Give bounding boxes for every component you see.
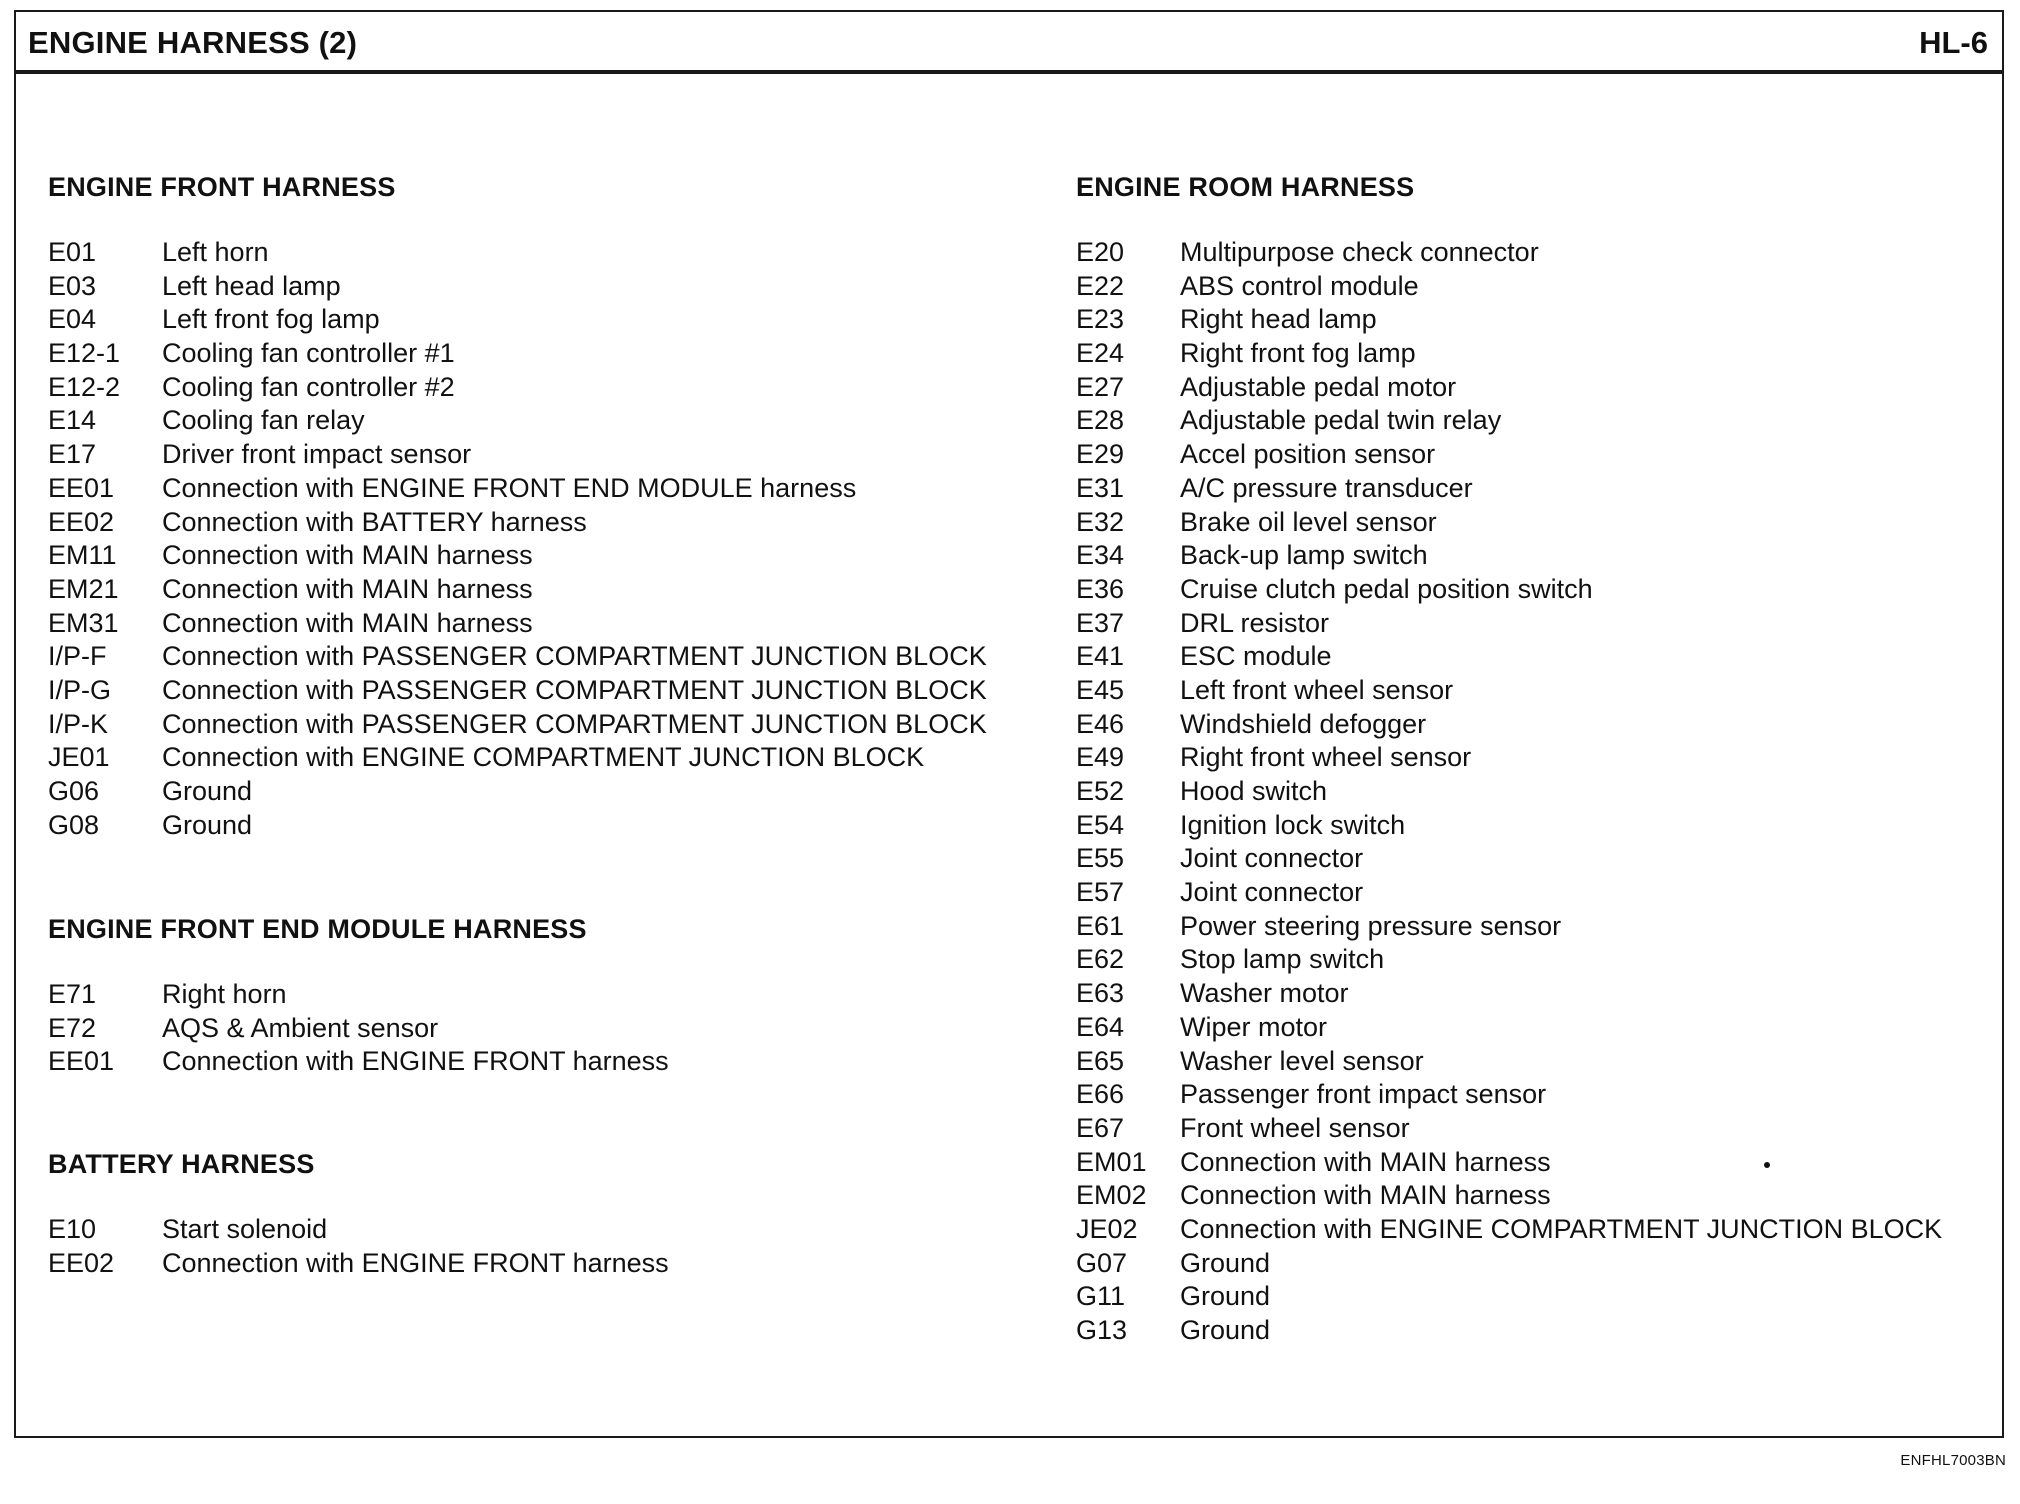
connector-description: Washer level sensor [1180,1045,1424,1076]
connector-code: I/P-G [48,674,112,705]
connector-description: Right head lamp [1180,304,1377,335]
connector-code: G08 [48,809,100,840]
connector-row [1076,741,1472,775]
section-battery-harness [48,1147,669,1280]
connector-list [48,978,669,1079]
connector-code: E61 [1076,910,1125,941]
connector-code: E24 [1076,338,1125,369]
connector-row [1076,1314,1414,1348]
connector-code: E01 [48,237,97,267]
connector-row [48,337,455,371]
connector-row [48,607,533,641]
connector-description: Connection with PASSENGER COMPARTMENT JUNCTION BLOCK [162,674,987,705]
connector-description: Right horn [162,979,287,1009]
connector-row [48,371,455,405]
connector-description: Ground [162,776,253,806]
connector-row [1076,607,1414,641]
connector-description: Joint connector [1180,843,1364,874]
connector-code: EE02 [48,1247,115,1278]
connector-row [48,1045,669,1079]
connector-description: Front wheel sensor [1180,1112,1410,1143]
connector-description: Left front wheel sensor [1180,674,1454,705]
connector-row [48,640,987,674]
connector-row [1076,1247,1414,1281]
connector-description: Hood switch [1180,776,1328,806]
connector-description: Connection with MAIN harness [1180,1180,1551,1211]
connector-row [1076,573,1593,607]
connector-row [48,1213,328,1247]
connector-code: E64 [1076,1011,1125,1042]
connector-row [1076,1280,1414,1314]
connector-description: Connection with ENGINE FRONT END MODULE harness [162,472,857,503]
connector-row [1076,539,1428,573]
connector-list [48,236,987,842]
connector-code: EM21 [48,573,119,604]
connector-description: Connection with BATTERY harness [162,506,587,537]
connector-description: Ground [1180,1247,1271,1278]
figure-code: ENFHL7003BN [1900,1452,2006,1469]
section-title: ENGINE FRONT END MODULE HARNESS [48,914,587,944]
connector-row [48,506,587,540]
connector-description: Stop lamp switch [1180,944,1385,975]
connector-code: E41 [1076,641,1125,672]
connector-code: E46 [1076,708,1125,739]
connector-code: E55 [1076,843,1125,874]
connector-code: JE01 [48,742,110,773]
connector-code: E54 [1076,809,1125,840]
connector-code: E23 [1076,304,1125,335]
connector-row [48,303,396,337]
connector-row [1076,910,1562,944]
connector-code: E28 [1076,405,1125,436]
connector-code: E57 [1076,877,1125,908]
connector-code: JE02 [1076,1213,1138,1244]
connector-description: Connection with MAIN harness [162,607,533,638]
connector-description: Connection with ENGINE COMPARTMENT JUNCTION BLOCK [162,742,925,773]
connector-description: Connection with ENGINE COMPARTMENT JUNCTION BLOCK [1180,1213,1943,1244]
connector-code: EE01 [48,1046,115,1077]
connector-description: Right front fog lamp [1180,338,1416,369]
connector-row [1076,876,1414,910]
connector-code: E03 [48,270,97,301]
page-frame [14,10,2004,1438]
connector-description: Adjustable pedal motor [1180,371,1457,402]
connector-code: G13 [1076,1315,1128,1345]
connector-code: E10 [48,1214,97,1244]
connector-row [1076,943,1414,977]
connector-row [1076,1078,1547,1112]
connector-row [48,1247,669,1281]
connector-row [1076,977,1414,1011]
connector-row [1076,337,1414,371]
connector-code: E22 [1076,270,1125,301]
connector-row [1076,438,1436,472]
section-title: BATTERY HARNESS [48,1149,315,1179]
connector-row [1076,1213,1943,1247]
connector-row [1076,506,1437,540]
connector-description: Left head lamp [162,270,341,301]
connector-row [1076,708,1427,742]
connector-list [1076,236,1943,1348]
connector-code: E49 [1076,742,1125,773]
connector-description: Connection with PASSENGER COMPARTMENT JUNCTION BLOCK [162,708,987,739]
connector-description: Joint connector [1180,877,1364,908]
connector-code: E27 [1076,371,1125,402]
connector-row [48,404,396,438]
connector-row [1076,842,1414,876]
connector-code: E52 [1076,776,1125,806]
connector-row [1076,236,1539,270]
connector-code: E63 [1076,978,1125,1009]
connector-description: Passenger front impact sensor [1180,1079,1547,1110]
connector-code: EM31 [48,607,119,638]
section-engine-room-harness [1076,170,1943,1348]
connector-description: Back-up lamp switch [1180,540,1428,571]
connector-code: E72 [48,1012,97,1043]
connector-description: Connection with PASSENGER COMPARTMENT JUNCTION BLOCK [162,641,987,672]
connector-code: I/P-K [48,708,109,739]
connector-row [48,1012,587,1046]
connector-code: E66 [1076,1079,1125,1110]
connector-row [1076,1011,1414,1045]
connector-row [1076,1179,1551,1213]
connector-code: E71 [48,979,97,1009]
connector-code: EM11 [48,540,117,571]
connector-code: E32 [1076,506,1125,537]
section-title: ENGINE FRONT HARNESS [48,172,396,202]
connector-code: EM02 [1076,1180,1147,1211]
connector-code: E37 [1076,607,1125,638]
connector-description: Connection with ENGINE FRONT harness [162,1046,669,1077]
connector-row [48,978,587,1012]
connector-code: E31 [1076,472,1125,503]
connector-code: E14 [48,405,97,436]
connector-description: ABS control module [1180,270,1419,301]
connector-description: Ground [1180,1315,1271,1345]
section-engine-front-end-module-harness [48,912,669,1079]
connector-row [1076,1146,1551,1180]
connector-row [1076,371,1457,405]
connector-row [1076,270,1419,304]
scan-speck [1764,1162,1770,1168]
connector-description: Multipurpose check connector [1180,237,1539,267]
section-title: ENGINE ROOM HARNESS [1076,172,1415,202]
connector-row [48,236,396,270]
connector-code: G11 [1076,1281,1126,1312]
page-title: ENGINE HARNESS (2) [28,25,358,60]
connector-description: Washer motor [1180,978,1349,1009]
connector-row [48,438,472,472]
connector-description: Start solenoid [162,1214,328,1244]
connector-code: I/P-F [48,641,107,672]
connector-description: Cooling fan controller #1 [162,338,455,369]
connector-description: Power steering pressure sensor [1180,910,1562,941]
connector-row [1076,1112,1414,1146]
connector-description: Accel position sensor [1180,439,1436,470]
connector-row [48,472,857,506]
connector-description: Ground [162,809,253,840]
connector-row [1076,775,1414,809]
connector-code: E17 [48,439,97,470]
connector-code: E36 [1076,573,1125,604]
connector-description: A/C pressure transducer [1180,472,1473,503]
connector-row [1076,472,1473,506]
connector-description: Cooling fan controller #2 [162,371,455,402]
connector-description: Left horn [162,237,269,267]
connector-code: G07 [1076,1247,1128,1278]
connector-code: EE01 [48,472,115,503]
connector-code: E34 [1076,540,1125,571]
connector-description: Left front fog lamp [162,304,380,335]
connector-description: Connection with MAIN harness [162,540,533,571]
connector-description: AQS & Ambient sensor [162,1012,439,1043]
connector-code: EM01 [1076,1146,1147,1177]
connector-code: E04 [48,304,97,335]
connector-description: Driver front impact sensor [162,439,472,470]
connector-code: E45 [1076,674,1125,705]
connector-row [1076,303,1414,337]
connector-code: E29 [1076,439,1125,470]
connector-row [48,775,396,809]
connector-row [1076,809,1414,843]
connector-code: E67 [1076,1112,1125,1143]
connector-description: Ignition lock switch [1180,809,1406,840]
connector-row [48,809,396,843]
connector-description: Cruise clutch pedal position switch [1180,573,1593,604]
connector-description: Connection with ENGINE FRONT harness [162,1247,669,1278]
connector-code: E12-1 [48,338,121,369]
connector-description: Right front wheel sensor [1180,742,1472,773]
connector-code: E20 [1076,237,1125,267]
connector-description: ESC module [1180,641,1332,672]
page-number: HL-6 [1919,25,1988,60]
connector-code: EE02 [48,506,115,537]
connector-description: Connection with MAIN harness [162,573,533,604]
connector-description: Windshield defogger [1180,708,1427,739]
connector-row [48,741,925,775]
connector-row [48,708,987,742]
connector-row [48,573,533,607]
connector-description: Adjustable pedal twin relay [1180,405,1502,436]
connector-row [1076,674,1454,708]
connector-list [48,1213,669,1280]
connector-code: E12-2 [48,371,121,402]
connector-description: Ground [1180,1281,1271,1312]
connector-row [48,674,987,708]
connector-code: E65 [1076,1045,1125,1076]
connector-row [1076,1045,1424,1079]
connector-code: G06 [48,776,100,806]
connector-description: Brake oil level sensor [1180,506,1437,537]
connector-row [1076,404,1502,438]
connector-row [48,539,533,573]
page-header [16,12,2002,74]
section-engine-front-harness [48,170,987,842]
connector-row [1076,640,1414,674]
connector-description: Cooling fan relay [162,405,365,436]
connector-row [48,270,396,304]
connector-description: Connection with MAIN harness [1180,1146,1551,1177]
connector-description: DRL resistor [1180,607,1330,638]
connector-code: E62 [1076,944,1125,975]
connector-description: Wiper motor [1180,1011,1328,1042]
